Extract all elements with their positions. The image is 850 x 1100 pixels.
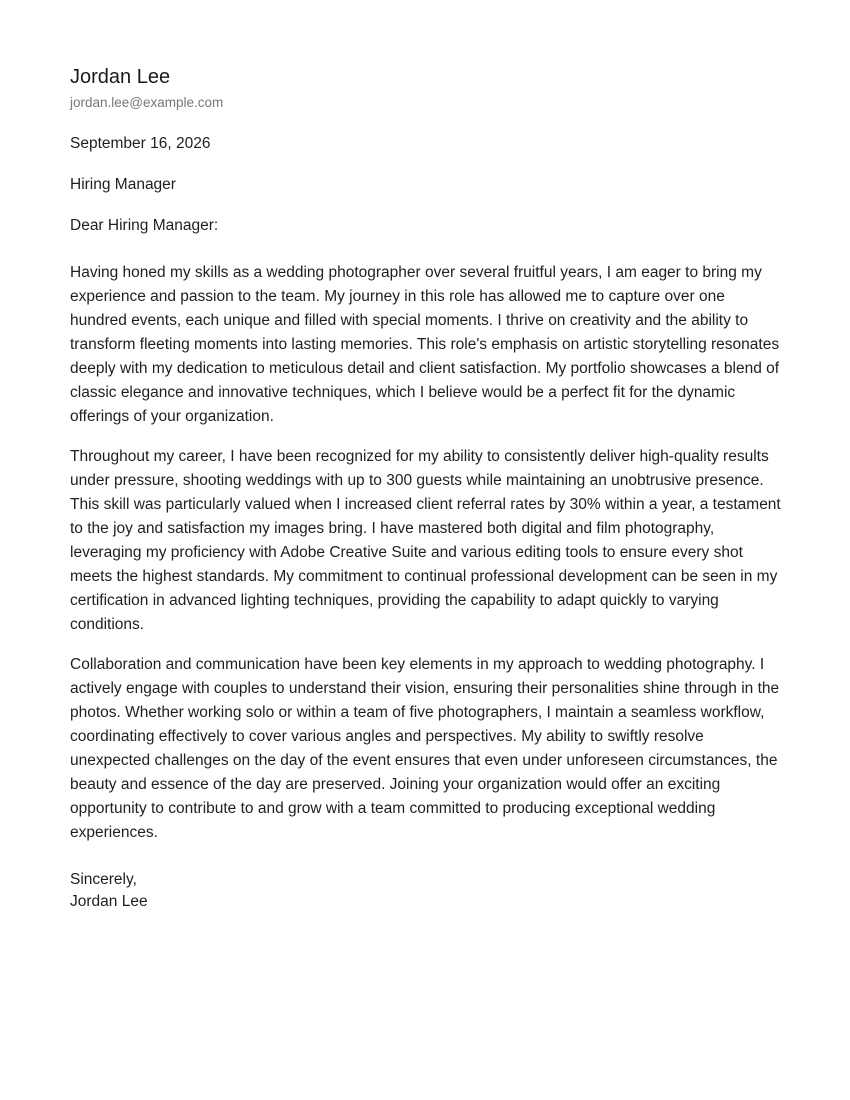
sender-email: jordan.lee@example.com [70, 95, 224, 110]
letter-date: September 16, 2026 [70, 135, 211, 152]
cover-letter [70, 64, 782, 913]
body-paragraph-3: Collaboration and communication have been key elements in my approach to wedding photography. I actively engage with couples to understand their vision, ensuring their personalities shine through in the photos. Whether working solo or within a team of five photographers, I maintain a seamless workflow, coordinating effectively to cover various angles and perspectives. My ability to swiftly resolve unexpected challenges on the day of the event ensures that even under unforeseen circumstances, the beauty and essence of the day are preserved. Joining your organization would offer an exciting opportunity to contribute to and grow with a team committed to producing exceptional wedding experiences. [70, 656, 780, 841]
recipient: Hiring Manager [70, 176, 176, 193]
salutation: Dear Hiring Manager: [70, 217, 219, 234]
closing: Sincerely, [70, 871, 137, 888]
sender-name: Jordan Lee [70, 66, 171, 88]
body-paragraph-2: Throughout my career, I have been recognized for my ability to consistently deliver high-quality results under pressure, shooting weddings with up to 300 guests while maintaining an unobtrusive presence. This skill was particularly valued when I increased client referral rates by 30% within a year, a testament to the joy and satisfaction my images bring. I have mastered both digital and film photography, leveraging my proficiency with Adobe Creative Suite and various editing tools to ensure every shot meets the highest standards. My commitment to continual professional development can be seen in my certification in advanced lighting techniques, providing the capability to adapt quickly to varying conditions. [70, 448, 781, 633]
signature-name: Jordan Lee [70, 893, 148, 910]
body-paragraph-1: Having honed my skills as a wedding photographer over several fruitful years, I am eager to bring my experience and passion to the team. My journey in this role has allowed me to capture over one hundred events, each unique and filled with special moments. I thrive on creativity and the ability to transform fleeting moments into lasting memories. This role's emphasis on artistic storytelling resonates deeply with my dedication to meticulous detail and client satisfaction. My portfolio showcases a blend of classic elegance and innovative techniques, which I believe would be a perfect fit for the dynamic offerings of your organization. [70, 264, 780, 425]
